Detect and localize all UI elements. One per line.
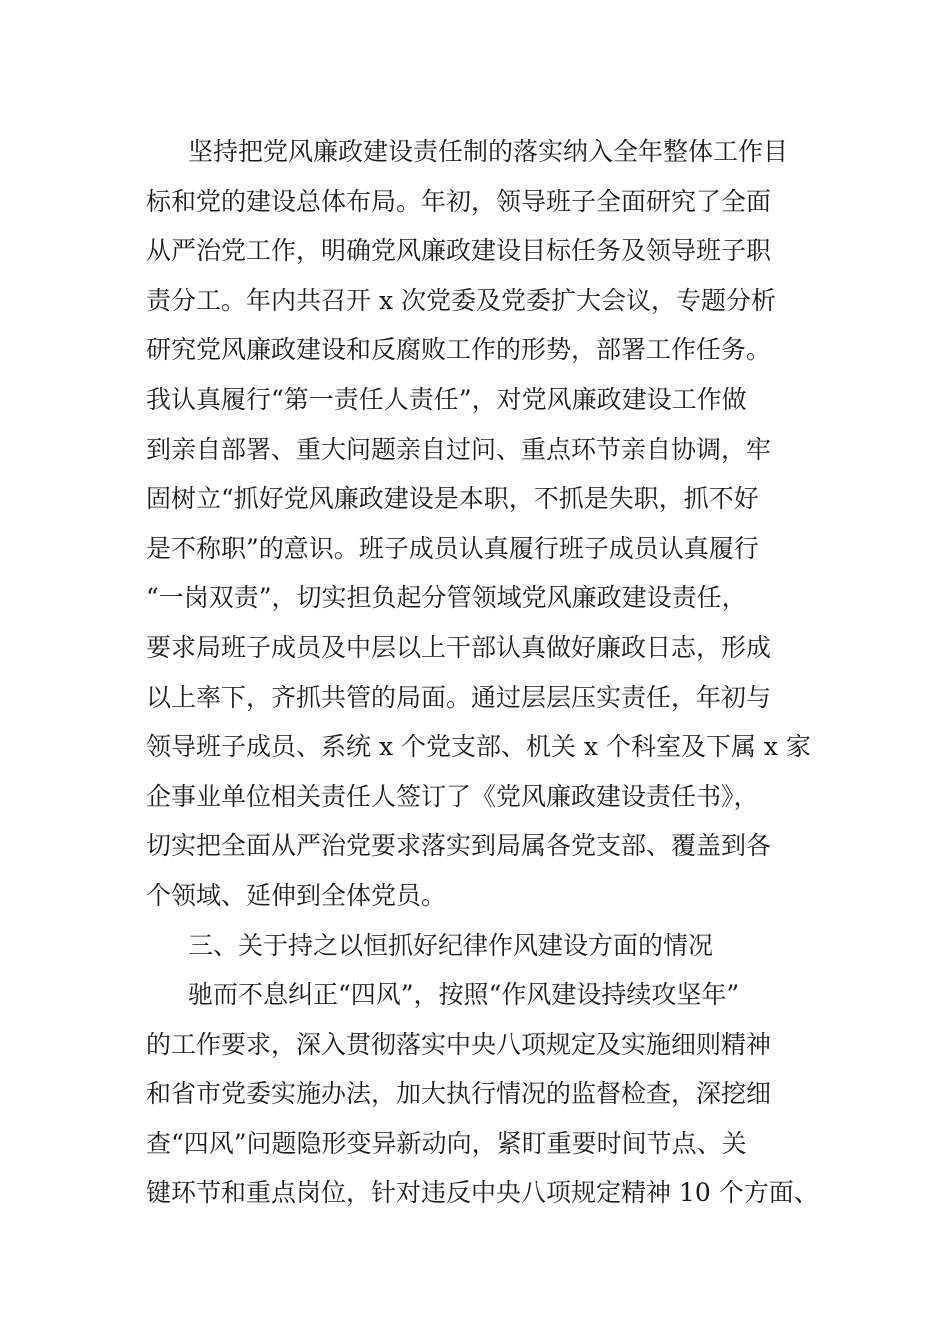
text-line: 标和党的建设总体布局。年初，领导班子全面研究了全面 xyxy=(146,186,772,216)
text-line: 个领域、延伸到全体党员。 xyxy=(146,880,447,910)
text-line: 的工作要求，深入贯彻落实中央八项规定及实施细则精神 xyxy=(146,1029,772,1059)
text-line: 企事业单位相关责任人签订了《党风廉政建设责任书》， xyxy=(146,781,759,811)
text-line: 是不称职”的意识。班子成员认真履行班子成员认真履行 xyxy=(146,533,759,563)
text-line: 责分工。年内共召开 x 次党委及党委扩大会议，专题分析 xyxy=(146,285,776,315)
text-line: 领导班子成员、系统 x 个党支部、机关 x 个科室及下属 x 家 xyxy=(146,732,811,762)
text-line: 从严治党工作，明确党风廉政建设目标任务及领导班子职 xyxy=(146,236,772,266)
text-line: 驰而不息纠正“四风”，按照“作风建设持续攻坚年” xyxy=(188,980,740,1010)
text-line: 以上率下，齐抓共管的局面。通过层层压实责任，年初与 xyxy=(146,682,772,712)
text-line: 研究党风廉政建设和反腐败工作的形势，部署工作任务。 xyxy=(146,335,772,365)
text-line: 切实把全面从严治党要求落实到局属各党支部、覆盖到各 xyxy=(146,831,772,861)
text-line: 和省市党委实施办法，加大执行情况的监督检查，深挖细 xyxy=(146,1079,772,1109)
text-line: 键环节和重点岗位，针对违反中央八项规定精神 10 个方面、 xyxy=(146,1178,819,1208)
text-line: 固树立“抓好党风廉政建设是本职，不抓是失职，抓不好 xyxy=(146,484,759,514)
text-line: 查“四风”问题隐形变异新动向，紧盯重要时间节点、关 xyxy=(146,1128,747,1158)
text-line: “一岗双责”，切实担负起分管领域党风廉政建设责任， xyxy=(146,583,747,613)
text-line: 要求局班子成员及中层以上干部认真做好廉政日志，形成 xyxy=(146,632,772,662)
text-line: 到亲自部署、重大问题亲自过问、重点环节亲自协调，牢 xyxy=(146,434,772,464)
text-line: 我认真履行“第一责任人责任”，对党风廉政建设工作做 xyxy=(146,384,747,414)
body-text xyxy=(146,127,826,1218)
section-heading: 三、关于持之以恒抓好纪律作风建设方面的情况 xyxy=(188,930,714,960)
text-line: 坚持把党风廉政建设责任制的落实纳入全年整体工作目 xyxy=(188,137,789,166)
